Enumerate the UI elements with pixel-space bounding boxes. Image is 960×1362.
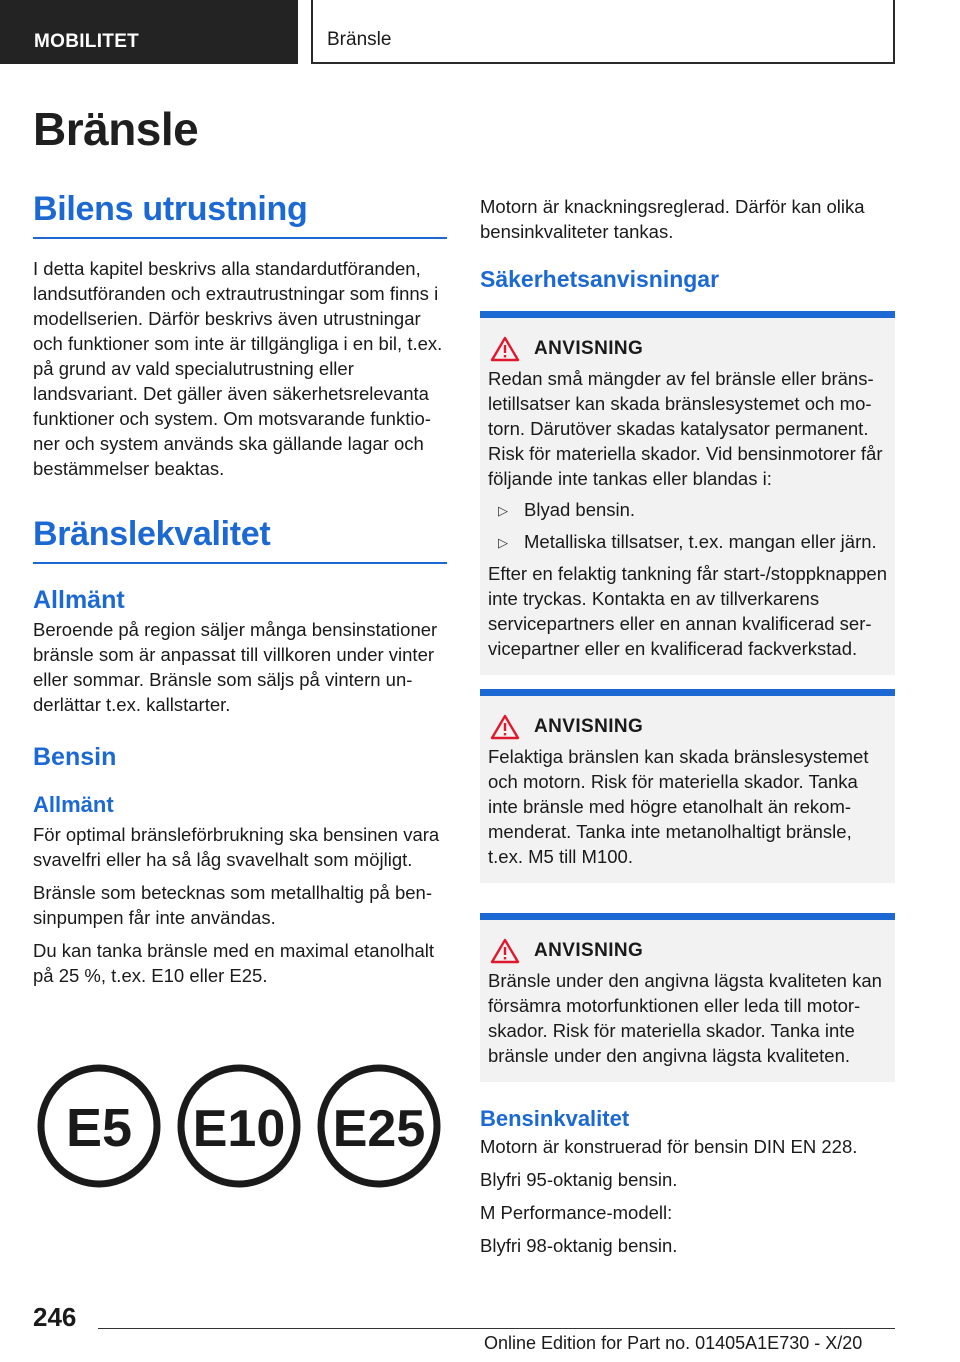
petrol-paragraph-2: Bränsle som betecknas som metallhaltig på bensinpumpen får inte användas. (33, 882, 432, 928)
badge-e10-label: E10 (192, 1100, 286, 1158)
bullet-triangle-icon: ▷ (498, 535, 508, 550)
petrol-quality-heading: Bensinkvalitet (480, 1106, 630, 1131)
heading-rule (33, 562, 447, 564)
notice-text: Felaktiga bränslen kan skada bränslesystemet och motorn. Risk för materiella skador. Tanka inte bränsle med högre etanolhalt än rekommenderat. Tanka inte metanolhaltigt bränsle, t.ex. M5 till M100. (488, 746, 869, 867)
chapter-label: Bränsle (327, 29, 392, 50)
warning-triangle-icon (490, 714, 520, 740)
left-column (33, 190, 447, 988)
notice-title: ANVISNING (534, 716, 644, 737)
general-heading: Allmänt (33, 586, 125, 614)
page-title: Bränsle (33, 103, 199, 155)
warning-triangle-icon (490, 336, 520, 362)
footer-edition-text: Online Edition for Part no. 01405A1E730 - X/20 (484, 1333, 863, 1353)
warning-triangle-icon (490, 938, 520, 964)
chapter-tab (311, 0, 895, 64)
right-column (480, 194, 895, 1258)
badge-e10 (181, 1068, 297, 1184)
petrol-quality-paragraph: Blyfri 98-oktanig bensin. (480, 1235, 678, 1256)
badge-e5-label: E5 (65, 1098, 133, 1158)
petrol-general-heading: Allmänt (33, 792, 114, 817)
petrol-quality-paragraph: Motorn är konstruerad för bensin DIN EN 228. (480, 1136, 858, 1157)
section-tab (0, 0, 298, 64)
notice-text: Bränsle under den angivna lägsta kvaliteten kan försämra motorfunktionen eller leda till motorskador. Risk för materiella skador. Tanka inte bränsle under den angivna lägsta kvaliteten. (488, 970, 882, 1066)
knock-text: Motorn är knackningsreglerad. Därför kan olika bensinkvaliteter tankas. (480, 196, 865, 242)
petrol-quality-paragraph: Blyfri 95-oktanig bensin. (480, 1169, 678, 1190)
petrol-quality-paragraph: M Performance-modell: (480, 1202, 673, 1223)
notice-box (480, 311, 895, 675)
petrol-paragraph-1: För optimal bränsleförbrukning ska bensinen vara svavelfri eller ha så låg svavelhalt som möjligt. (33, 824, 440, 870)
list-item: ▷ Metalliska tillsatser, t.ex. mangan eller järn. (498, 529, 887, 555)
equipment-heading: Bilens utrustning (33, 190, 308, 228)
quality-heading: Bränslekvalitet (33, 515, 271, 553)
notice-box (480, 689, 895, 883)
safety-heading: Säkerhetsanvisningar (480, 266, 720, 292)
section-label: MOBILITET (34, 31, 140, 52)
petrol-paragraph-3: Du kan tanka bränsle med en maximal etanolhalt på 25 %, t.ex. E10 eller E25. (33, 940, 435, 986)
badge-e25-label: E25 (332, 1100, 426, 1158)
bullet-triangle-icon: ▷ (498, 503, 508, 518)
notice-text: Efter en felaktig tankning får start-/stoppknappen inte tryckas. Kontakta en av tillverkarens servicepartners eller en annan kvalificerad servicepartner eller en kvalificerad fackverkstad. (488, 563, 888, 659)
general-text: Beroende på region säljer många bensinstationer bränsle som är anpassat till villkoren under vinter eller sommar. Bränsle som säljs på vintern underlättar t.ex. kallstarter. (33, 619, 438, 715)
petrol-heading: Bensin (33, 743, 117, 771)
badge-e25 (321, 1068, 437, 1184)
notice-title: ANVISNING (534, 940, 644, 961)
notice-title: ANVISNING (534, 338, 644, 359)
notice-box (480, 913, 895, 1082)
heading-rule (33, 237, 447, 239)
notice-text: Redan små mängder av fel bränsle eller bränsletillsatser kan skada bränslesystemet och motorn. Därutöver skadas katalysator permanent. Risk för materiella skador. Vid bensinmotorer får följande inte tankas eller blandas i: (488, 368, 883, 489)
list-item: ▷ Blyad bensin. (498, 497, 887, 523)
fuel-badges (33, 1064, 447, 1188)
equipment-text: I detta kapitel beskrivs alla standardutföranden, landsutföranden och extrautrustningar som finns i modellserien. Därför beskrivs även utrustningar och funktioner som inte är tillgängliga i en bil, t.ex. på grund av vald specialutrustning eller landsvariant. Det gäller även säkerhetsrelevanta funktioner och system. Om motsvarande funktioner och system används ska gällande lagar och bestämmelser beaktas. (33, 258, 443, 479)
page-number: 246 (33, 1302, 77, 1332)
footer-rule (98, 1328, 895, 1329)
badge-e5 (41, 1068, 157, 1184)
